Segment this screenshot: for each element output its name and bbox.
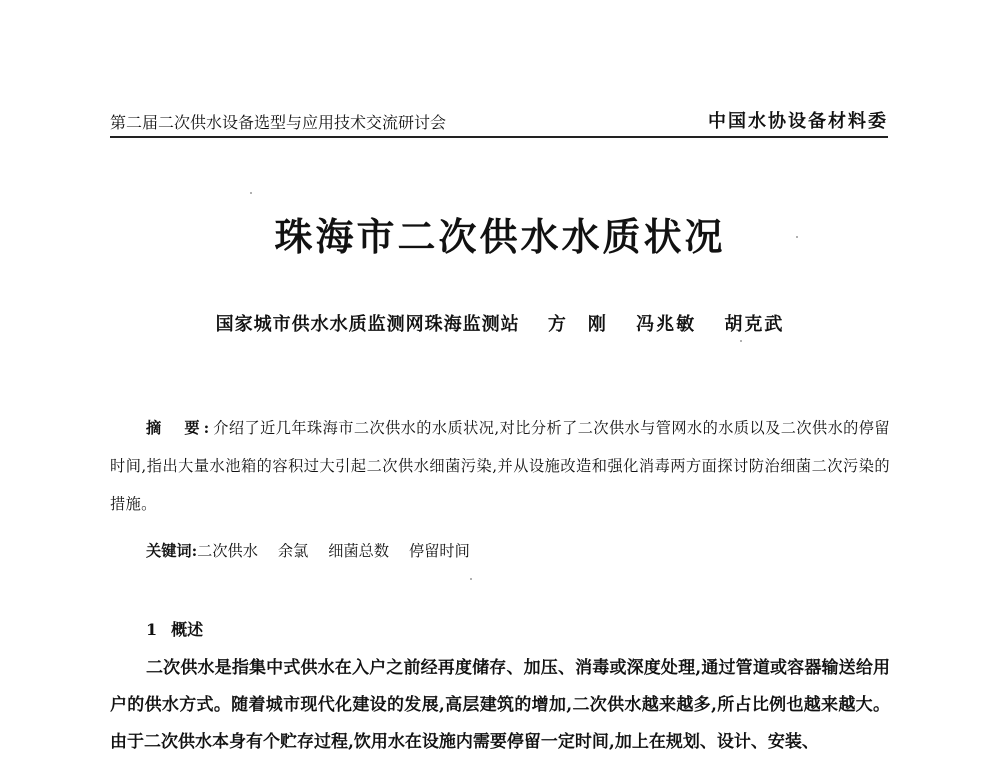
keyword: 二次供水 [197, 542, 258, 560]
section-number: 1 [146, 620, 158, 639]
keyword: 余氯 [277, 542, 309, 560]
scan-speck [250, 192, 252, 194]
scan-speck [470, 578, 472, 580]
paper-title: 珠海市二次供水水质状况 [274, 214, 726, 259]
byline [0, 310, 1000, 336]
affiliation: 国家城市供水水质监测网珠海监测站 [215, 314, 520, 335]
abstract-text: 介绍了近几年珠海市二次供水的水质状况,对比分析了二次供水与管网水的水质以及二次供水的停留时间,指出大量水池箱的容积过大引起二次供水细菌污染,并从设施改造和强化消毒两方面探讨防治细菌二次污染的措施。 [110, 419, 890, 513]
keywords-label: 关键词: [146, 542, 198, 560]
running-header [110, 106, 888, 138]
keywords [146, 538, 890, 564]
scan-speck [740, 340, 742, 342]
author-name: 胡克武 [724, 314, 785, 335]
scan-speck [796, 236, 798, 238]
keyword: 停留时间 [409, 542, 470, 560]
conference-name: 第二届二次供水设备选型与应用技术交流研讨会 [110, 113, 447, 132]
section-title: 概述 [171, 620, 204, 639]
author-name: 冯兆敏 [636, 314, 697, 335]
body-paragraph: 二次供水是指集中式供水在入户之前经再度储存、加压、消毒或深度处理,通过管道或容器输送给用户的供水方式。随着城市现代化建设的发展,高层建筑的增加,二次供水越来越多,所占比例也越来越大。由于二次供水本身有个贮存过程,饮用水在设施内需要停留一定时间,加上在规划、设计、安装、 [110, 658, 890, 752]
author-name: 方 刚 [547, 314, 608, 335]
abstract-label: 摘 要: [146, 419, 214, 437]
organization-name: 中国水协设备材料委 [708, 111, 888, 132]
abstract [110, 409, 890, 523]
section-heading [146, 617, 203, 643]
keyword: 细菌总数 [328, 542, 390, 560]
